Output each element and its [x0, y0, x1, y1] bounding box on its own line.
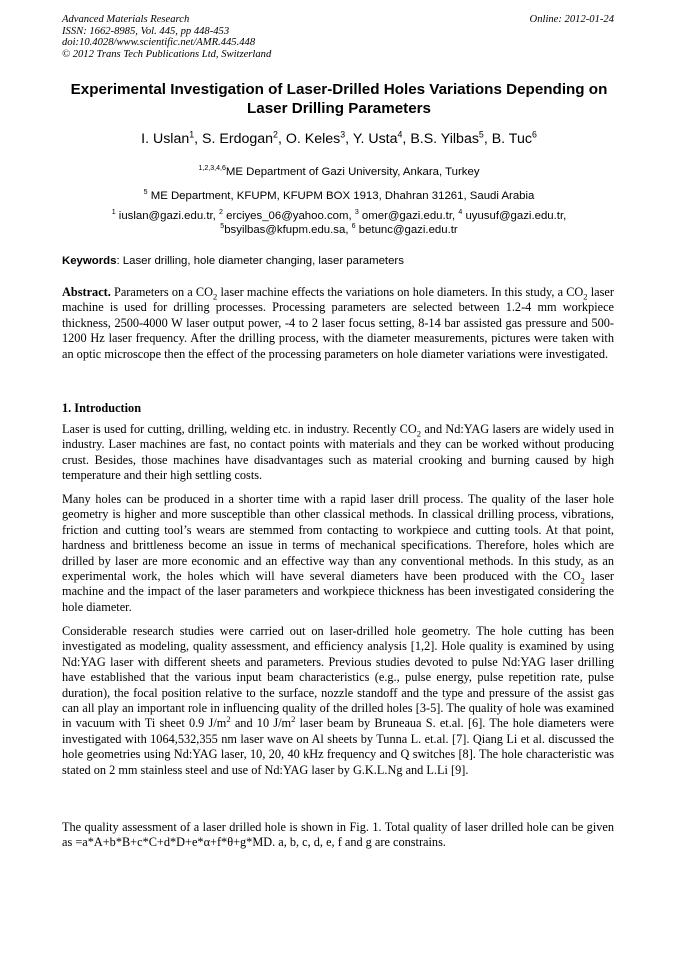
email-link: iuslan@gazi.edu.tr, — [118, 210, 216, 222]
paragraph: Considerable research studies were carried out on laser-drilled hole geometry. The hole cutting has been investigated as modeling, quality assessment, and efficiency analysis [1,2]. Hole quality is examined by using Nd:YAG laser with different sheets and parameters. Previous studies devoted to pulse Nd:YAG laser drilling have established that the various input beam characteristics (e.g., pulse energy, pulse repetition rate, pulse duration), the focal position relative to the surface, nozzle standoff and the type and pressure of the assist gas can all play an important role in influencing quality of the drilled holes [3-5]. The quality of hole was examined in vacuum with Ti sheet 0.9 $J/m^2$ and 10 $J/m^2$ laser beam by Bruneaua S. et.al. [6]. The hole diameters were investigated with 1064,532,355 nm laser wave on Al sheets by Tunna L. et.al. [7]. Qiang Li et al. discussed the hole geometries using Nd:YAG laser, 10, 20, 40 kHz frequency and Q switches [8]. The hole characteristic was stated on 2 mm stainless steel and use of Nd:YAG laser by G.K.L.Ng and L.Li [9]. — [62, 624, 614, 777]
keywords-label: Keywords — [62, 255, 117, 267]
author: Y. Usta$^4$ — [352, 129, 403, 147]
email-link: erciyes_06@yahoo.com, — [226, 210, 352, 222]
author: B.S. Yilbas$^5$ — [410, 129, 484, 147]
section-heading: 1. Introduction — [62, 401, 142, 415]
affiliation: $^5$ ME Department, KFUPM, KFUPM BOX 1913, Dhahran 31261, Saudi Arabia — [143, 189, 535, 202]
author-list: I. Uslan$^1$, S. Erdogan$^2$, O. Keles$^3$, Y. Usta$^4$, B.S. Yilbas$^5$, B. Tuc$^6$ — [141, 129, 537, 147]
journal-name: Advanced Materials Research — [62, 14, 190, 25]
abstract-label: Abstract. — [62, 285, 111, 299]
author: I. Uslan$^1$ — [141, 129, 195, 147]
author: S. Erdogan$^2$ — [202, 129, 278, 147]
keywords — [62, 254, 618, 268]
email-link: uyusuf@gazi.edu.tr, — [465, 210, 567, 222]
online-date: Online: 2012-01-24 — [529, 14, 614, 25]
email-link: betunc@gazi.edu.tr — [358, 224, 458, 236]
affiliation: $^{1,2,3,4,6}$ME Department of Gazi University, Ankara, Turkey — [198, 165, 480, 178]
paragraph: Laser is used for cutting, drilling, welding etc. in industry. Recently $CO_2$ and Nd:YAG lasers are widely used in industry. Laser machines are fast, no contact points with materials and they can be worked without producing crust. Besides, those machines have disadvantages such as material crooking and burning caused by high temperature and their high settling costs. — [62, 422, 614, 483]
author: O. Keles$^3$ — [285, 129, 346, 147]
author-emails: $^1$ iuslan@gazi.edu.tr, $^2$ erciyes_06@yahoo.com, $^3$ omer@gazi.edu.tr, $^4$ uyusuf@gazi.edu.tr, $^5$bsyilbas@kfupm.edu.sa, $^6$ betunc@gazi.edu.tr — [111, 209, 567, 236]
keywords-text: : Laser drilling, hole diameter changing, laser parameters — [116, 255, 404, 267]
copyright-line: © 2012 Trans Tech Publications Ltd, Switzerland — [62, 48, 272, 60]
abstract: Abstract. Parameters on a $CO_2$ laser machine effects the variations on hole diameters. In this study, a $CO_2$ laser machine is used for drilling processes. Processing parameters are selected between 1.2-4 mm workpiece thickness, 2500-4000 W laser output power, -4 to 2 laser focus setting, 8-14 bar assisted gas pressure and 500-1200 Hz laser frequency. After the drilling process, with the diameter measurements, pictures were taken with an optic microscope then the effect of the processing parameters on hole diameter variations were investigated. — [62, 285, 614, 361]
paper-title: Experimental Investigation of Laser-Drilled Holes Variations Depending on Laser Drilling Parameters — [70, 81, 608, 117]
journal-header — [62, 14, 422, 60]
email-link: omer@gazi.edu.tr, — [361, 210, 456, 222]
email-link: bsyilbas@kfupm.edu.sa, — [224, 224, 349, 236]
paragraph: Many holes can be produced in a shorter time with a rapid laser drill process. The quality of the laser hole geometry is higher and more susceptible than other classical methods. In classical drilling process, vibrations, friction and cutting tool’s wears are stemmed from contacting to workpiece and cutting tools. At that point, hardness and brittleness become an issue in terms of mechanical specifications. Therefore, holes which are drilled by laser are more economic and an effective way than any conventional methods. In this study, as an experimental work, the holes which will have several diameters have been produced with the $CO_2$ laser machine and the impact of the laser parameters and workpiece thickness has been investigated considering the hole diameter. — [62, 492, 614, 614]
author: B. Tuc$^6$ — [491, 129, 537, 147]
doi-line: doi:10.4028/www.scientific.net/AMR.445.448 — [62, 37, 256, 49]
paragraph: The quality assessment of a laser drilled hole is shown in Fig. 1. Total quality of laser drilled hole can be given as =a*A+b*B+c*C+d*D+e*α+f*θ+g*MD. a, b, c, d, e, f and g are constrains. — [62, 820, 614, 850]
issn-line: ISSN: 1662-8985, Vol. 445, pp 448-453 — [62, 25, 230, 37]
